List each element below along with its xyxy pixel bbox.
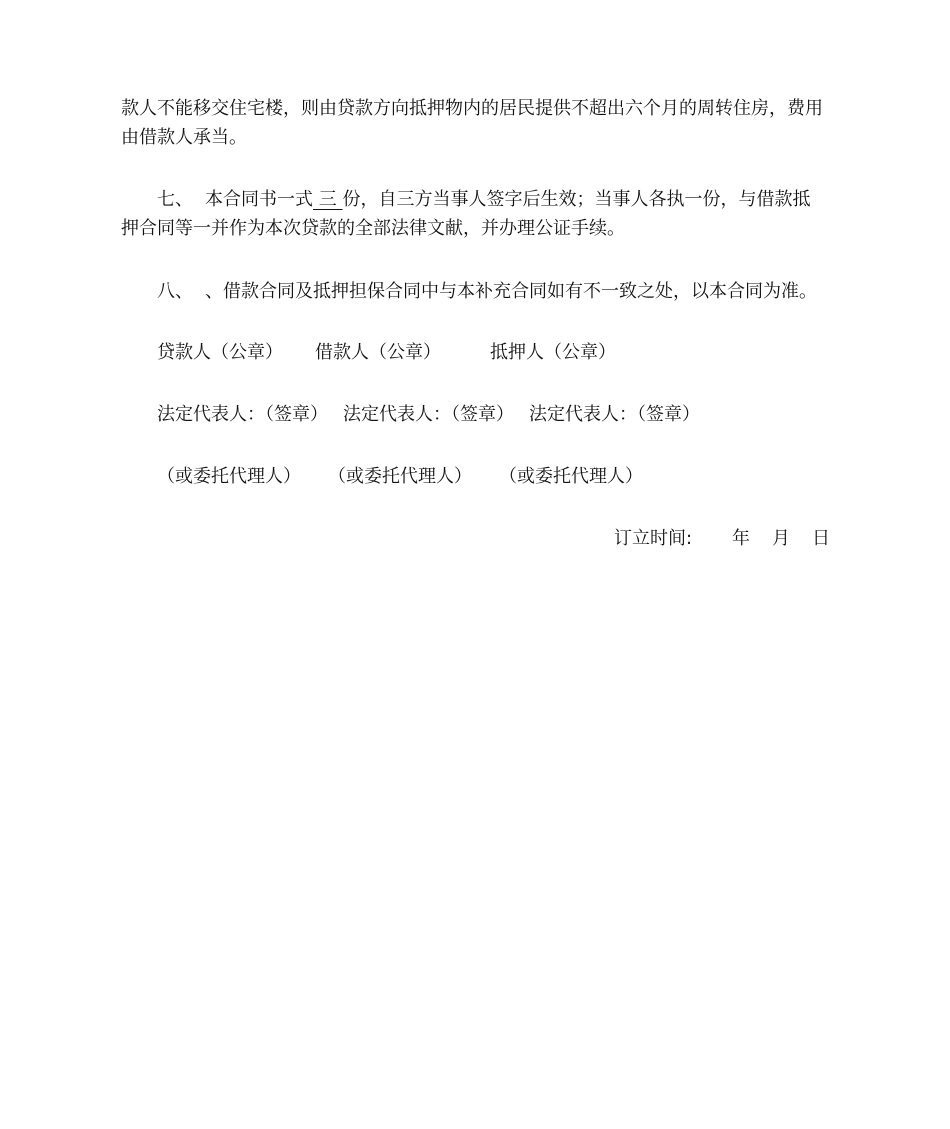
clause-8-text: 、借款合同及抵押担保合同中与本补充合同如有不一致之处，以本合同为准。 — [205, 281, 817, 302]
clause-8 — [157, 279, 817, 305]
clause-7-copies: 三 — [313, 189, 343, 210]
paragraph-continued-line-2: 由借款人承当。 — [121, 127, 247, 148]
date-line — [0, 526, 950, 552]
signature-row-agent — [0, 464, 950, 490]
lender-representative-label: 法定代表人：（签章） — [157, 404, 328, 425]
clause-7-line-1 — [157, 187, 810, 213]
date-label: 订立时间: — [614, 528, 693, 549]
borrower-representative-label: 法定代表人：（签章） — [343, 404, 514, 425]
date-year: 年 — [732, 528, 750, 549]
mortgagor-agent-label: （或委托代理人） — [499, 466, 643, 487]
clause-7-text-after: 份，自三方当事人签字后生效；当事人各执一份，与借款抵 — [342, 189, 811, 210]
mortgagor-representative-label: 法定代表人：（签章） — [529, 404, 700, 425]
lender-agent-label: （或委托代理人） — [157, 466, 301, 487]
mortgagor-seal-label: 抵押人（公章） — [490, 342, 616, 363]
paragraph-continued-line-1: 款人不能移交住宅楼，则由贷款方向抵押物内的居民提供不超出六个月的周转住房，费用 — [121, 98, 823, 119]
clause-7-line-2: 押合同等一并作为本次贷款的全部法律文献，并办理公证手续。 — [121, 218, 625, 239]
date-day: 日 — [812, 528, 830, 549]
signature-row-seal — [0, 340, 950, 366]
date-month: 月 — [772, 528, 790, 549]
clause-7-text-before: 本合同书一式 — [205, 189, 313, 210]
clause-8-number: 八、 — [157, 281, 193, 302]
lender-seal-label: 贷款人（公章） — [157, 342, 283, 363]
clause-7-number: 七、 — [157, 189, 193, 210]
borrower-agent-label: （或委托代理人） — [328, 466, 472, 487]
signature-row-representative — [0, 402, 950, 428]
borrower-seal-label: 借款人（公章） — [315, 342, 441, 363]
